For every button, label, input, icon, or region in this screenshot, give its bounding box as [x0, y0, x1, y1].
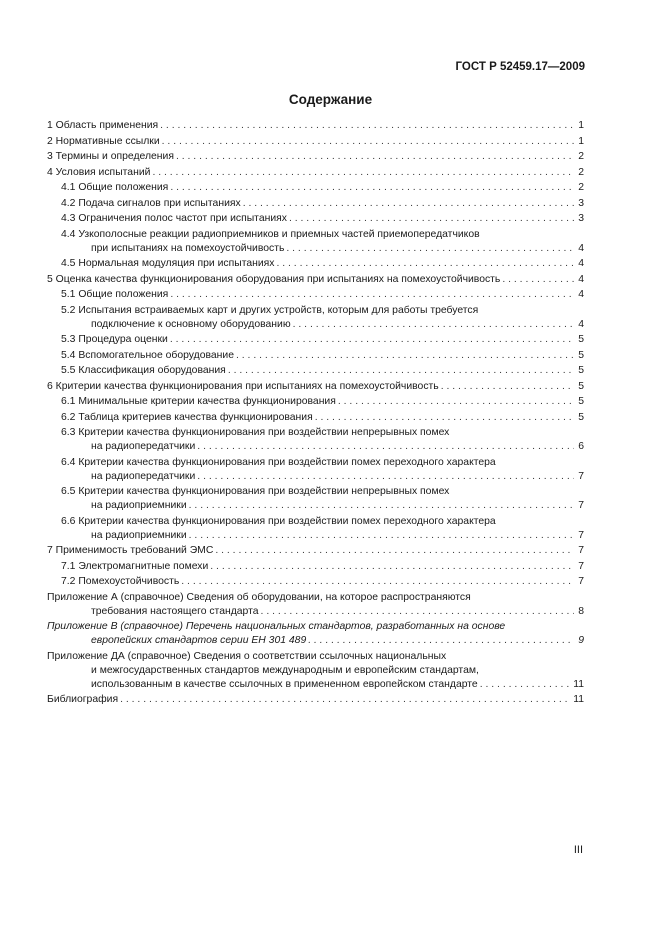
- toc-page-number: 11: [573, 694, 584, 705]
- toc-leader-dots: [243, 197, 574, 211]
- toc-leader-dots: [162, 135, 574, 149]
- toc-page-number: 7: [578, 545, 584, 556]
- toc-entry[interactable]: [47, 288, 584, 302]
- toc-leader-dots: [170, 333, 574, 347]
- toc-page-number: 7: [578, 576, 584, 587]
- toc-entry[interactable]: [47, 304, 584, 332]
- toc-entry[interactable]: [47, 166, 584, 180]
- toc-leader-dots: [120, 693, 571, 707]
- toc-entry-text: 1 Область применения: [47, 120, 159, 131]
- toc-page-number: 4: [578, 318, 584, 330]
- toc-page-number: 4: [578, 289, 584, 300]
- toc-leader-dots: [170, 288, 574, 302]
- toc-leader-dots: [170, 181, 574, 195]
- toc-page-number: 5: [578, 365, 584, 376]
- toc-entry-text: 7.2 Помехоустойчивость: [61, 576, 180, 587]
- toc-entry[interactable]: [47, 620, 584, 648]
- toc-entry-text: 6.2 Таблица критериев качества функционирования: [61, 411, 313, 423]
- toc-leader-dots: [480, 678, 571, 692]
- toc-entry[interactable]: [47, 426, 584, 454]
- toc-leader-dots: [308, 634, 574, 648]
- toc-leader-dots: [152, 166, 574, 180]
- toc-leader-dots: [236, 349, 574, 363]
- toc-entry-text: 5.3 Процедура оценки: [61, 334, 168, 345]
- toc-leader-dots: [228, 364, 574, 378]
- toc-entry-text: европейских стандартов серии ЕН 301 489: [91, 635, 307, 646]
- toc-entry-text: 6 Критерии качества функционирования при испытаниях на помехоустойчивость: [47, 380, 439, 392]
- toc-page-number: 2: [578, 166, 584, 178]
- toc-entry-text: требования настоящего стандарта: [91, 605, 259, 617]
- toc-page-number: 4: [578, 258, 584, 269]
- toc-page-number: 5: [578, 334, 584, 345]
- toc-leader-dots: [197, 440, 574, 454]
- toc-leader-dots: [189, 529, 574, 543]
- toc-leader-dots: [338, 395, 574, 409]
- toc-entry-text: Приложение ДА (справочное) Сведения о соответствии ссылочных национальных: [47, 650, 447, 662]
- toc-page-number: 11: [573, 678, 584, 690]
- toc-entry[interactable]: [47, 273, 584, 287]
- toc-entry-text: 6.3 Критерии качества функционирования при воздействии непрерывных помех: [61, 427, 450, 438]
- toc-leader-dots: [289, 212, 574, 226]
- toc-entry-text: 4 Условия испытаний: [47, 166, 151, 178]
- page-title: Содержание: [288, 92, 373, 107]
- toc-page-number: 1: [578, 135, 584, 147]
- toc-leader-dots: [293, 318, 574, 332]
- toc-entry-text: 5.5 Классификация оборудования: [61, 365, 226, 376]
- toc-page-number: 5: [578, 380, 584, 392]
- toc-leader-dots: [261, 605, 574, 619]
- toc-entry-text: 5.4 Вспомогательное оборудование: [61, 349, 234, 361]
- toc-entry-text: 2 Нормативные ссылки: [47, 135, 160, 147]
- toc-page-number: 7: [578, 500, 584, 511]
- toc-entry[interactable]: [47, 515, 584, 543]
- toc-leader-dots: [315, 411, 574, 425]
- toc-entry[interactable]: [47, 257, 584, 271]
- toc-entry-text: 4.3 Ограничения полос частот при испытаниях: [61, 213, 287, 224]
- toc-leader-dots: [189, 499, 574, 513]
- toc-page-number: 7: [578, 560, 584, 572]
- toc-entry-text: использованным в качестве ссылочных в примененном европейском стандарте: [91, 678, 478, 690]
- document-code: ГОСТ Р 52459.17—2009: [455, 61, 585, 73]
- toc-entry[interactable]: [47, 364, 584, 378]
- toc-leader-dots: [286, 242, 574, 256]
- toc-page-number: 4: [578, 242, 584, 254]
- toc-entry[interactable]: [47, 181, 584, 195]
- toc-entry-text: при испытаниях на помехоустойчивость: [91, 242, 285, 254]
- toc-entry[interactable]: [47, 395, 584, 409]
- toc-page-number: 3: [578, 197, 584, 209]
- toc-entry[interactable]: [47, 485, 584, 513]
- toc-entry[interactable]: [47, 693, 584, 707]
- toc-entry-text: Библиография: [47, 694, 119, 705]
- table-of-contents: [47, 119, 584, 707]
- toc-entry-text: 4.4 Узкополосные реакции радиоприемников и приемных частей приемопередатчиков: [61, 228, 480, 240]
- toc-leader-dots: [197, 470, 574, 484]
- toc-leader-dots: [210, 560, 574, 574]
- toc-page-number: 1: [578, 120, 584, 131]
- toc-entry-text: на радиоприемники: [91, 500, 187, 511]
- toc-entry[interactable]: [47, 411, 584, 425]
- toc-entry-text: 5.1 Общие положения: [61, 289, 169, 300]
- toc-entry-text: на радиопередатчики: [91, 470, 196, 482]
- toc-leader-dots: [181, 575, 574, 589]
- toc-entry[interactable]: [47, 212, 584, 226]
- toc-leader-dots: [502, 273, 574, 287]
- toc-entry-text: 5 Оценка качества функционирования оборудования при испытаниях на помехоустойчивость: [47, 273, 501, 285]
- toc-page-number: 7: [578, 529, 584, 541]
- toc-page-number: 6: [578, 441, 584, 452]
- toc-entry[interactable]: [47, 575, 584, 589]
- toc-entry[interactable]: [47, 456, 584, 484]
- toc-entry-text: 4.2 Подача сигналов при испытаниях: [61, 197, 241, 209]
- toc-entry-text: подключение к основному оборудованию: [91, 318, 291, 330]
- toc-entry[interactable]: [47, 150, 584, 164]
- toc-entry[interactable]: [47, 544, 584, 558]
- toc-entry-text: 6.5 Критерии качества функционирования при воздействии непрерывных помех: [61, 486, 450, 497]
- toc-page-number: 5: [578, 396, 584, 407]
- toc-entry[interactable]: [47, 560, 584, 574]
- toc-leader-dots: [276, 257, 574, 271]
- toc-entry[interactable]: [47, 228, 584, 256]
- toc-page-number: 2: [578, 182, 584, 193]
- toc-leader-dots: [160, 119, 574, 133]
- toc-entry-text: 4.5 Нормальная модуляция при испытаниях: [61, 258, 275, 269]
- toc-entry[interactable]: [47, 119, 584, 133]
- toc-page-number: 7: [578, 470, 584, 482]
- toc-entry-text: 3 Термины и определения: [47, 151, 174, 162]
- toc-entry[interactable]: [47, 591, 584, 619]
- toc-entry-text: на радиоприемники: [91, 529, 187, 541]
- toc-entry-text: 5.2 Испытания встраиваемых карт и других устройств, которым для работы требуется: [61, 304, 479, 316]
- toc-entry-text: Приложение А (справочное) Сведения об оборудовании, на которое распространяются: [47, 591, 471, 603]
- toc-page-number: 9: [578, 635, 584, 646]
- toc-page-number: 5: [578, 349, 584, 361]
- toc-entry-text: 4.1 Общие положения: [61, 182, 169, 193]
- toc-entry[interactable]: [47, 197, 584, 211]
- toc-entry[interactable]: [47, 380, 584, 394]
- toc-entry[interactable]: [47, 650, 584, 692]
- toc-entry-text: и межгосударственных стандартов международным и европейским стандартам,: [91, 664, 479, 676]
- toc-leader-dots: [215, 544, 574, 558]
- toc-entry-text: 6.4 Критерии качества функционирования при воздействии помех переходного характера: [61, 456, 496, 468]
- toc-leader-dots: [441, 380, 574, 394]
- toc-entry-text: 6.1 Минимальные критерии качества функционирования: [61, 396, 336, 407]
- toc-entry-text: 7 Применимость требований ЭМС: [47, 545, 214, 556]
- toc-leader-dots: [176, 150, 574, 164]
- toc-entry-text: 7.1 Электромагнитные помехи: [61, 560, 209, 572]
- toc-entry-text: Приложение В (справочное) Перечень национальных стандартов, разработанных на основе: [47, 621, 506, 632]
- page-number: III: [573, 844, 583, 856]
- toc-page-number: 2: [578, 151, 584, 162]
- toc-page-number: 8: [578, 605, 584, 617]
- toc-entry[interactable]: [47, 135, 584, 149]
- toc-entry[interactable]: [47, 333, 584, 347]
- toc-page-number: 4: [578, 273, 584, 285]
- toc-entry-text: на радиопередатчики: [91, 441, 196, 452]
- toc-page-number: 5: [578, 411, 584, 423]
- toc-page-number: 3: [578, 213, 584, 224]
- toc-entry-text: 6.6 Критерии качества функционирования при воздействии помех переходного характера: [61, 515, 496, 527]
- toc-entry[interactable]: [47, 349, 584, 363]
